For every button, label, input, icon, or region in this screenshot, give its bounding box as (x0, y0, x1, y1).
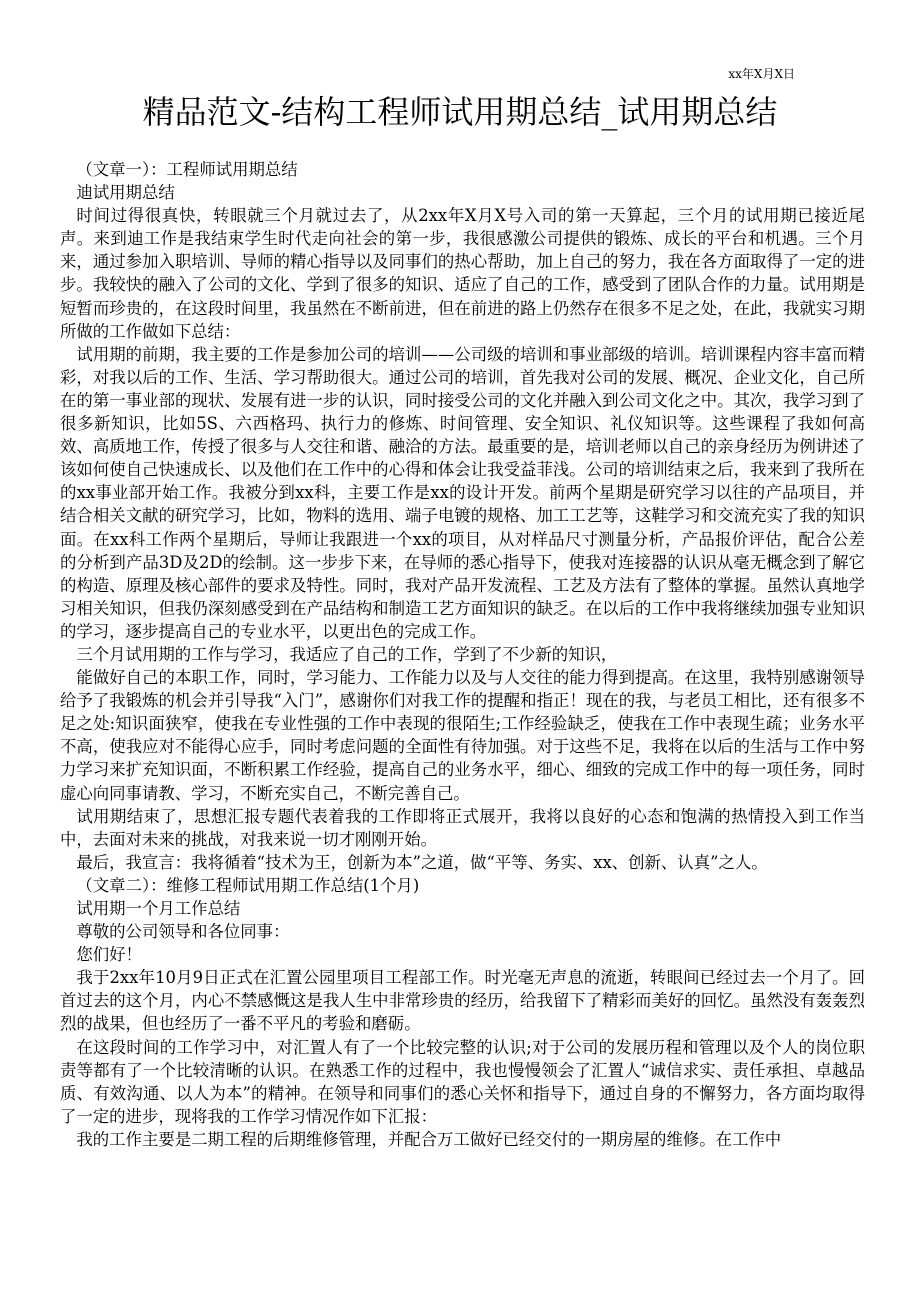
paragraph: 时间过得很真快，转眼就三个月就过去了，从2xx年X月X号入司的第一天算起，三个月的试用期已接近尾声。来到迪工作是我结束学生时代走向社会的第一步，我很感激公司提供的锻炼、成长的平台和机遇。三个月来，通过参加入职培训、导师的精心指导以及同事们的热心帮助，加上自己的努力，我在各方面取得了一定的进步。我较快的融入了公司的文化、学到了很多的知识、适应了自己的工作，感受到了团队合作的力量。试用期是短暂而珍贵的，在这段时间里，我虽然在不断前进，但在前进的路上仍然存在很多不足之处，在此，我就实习期所做的工作做如下总结： (60, 206, 865, 341)
paragraph: 我于2xx年10月9日正式在汇置公园里项目工程部工作。时光毫无声息的流逝，转眼间已经过去一个月了。回首过去的这个月，内心不禁感慨这是我人生中非常珍贵的经历，给我留下了精彩而美好的回忆。虽然没有轰轰烈烈的战果，但也经历了一番不平凡的考验和磨砺。 (60, 968, 865, 1034)
paragraph: 在这段时间的工作学习中，对汇置人有了一个比较完整的认识;对于公司的发展历程和管理以及个人的岗位职责等都有了一个比较清晰的认识。在熟悉工作的过程中，我也慢慢领会了汇置人“诚信求实、责任承担、卓越品质、有效沟通、以人为本”的精神。在领导和同事们的悉心关怀和指导下，通过自身的不懈努力，各方面均取得了一定的进步，现将我的工作学习情况作如下汇报： (60, 1037, 865, 1126)
paragraph: 能做好自己的本职工作，同时，学习能力、工作能力以及与人交往的能力得到提高。在这里，我特别感谢领导给予了我锻炼的机会并引导我“入门”，感谢你们对我工作的提醒和指正！现在的我，与老员工相比，还有很多不足之处:知识面狭窄，使我在专业性强的工作中表现的很陌生;工作经验缺乏，使我在工作中表现生疏；业务水平不高，使我应对不能得心应手，同时考虑问题的全面性有待加强。对于这些不足，我将在以后的生活与工作中努力学习来扩充知识面，不断积累工作经验，提高自己的业务水平，细心、细致的完成工作中的每一项任务，同时虚心向同事请教、学习，不断充实自己，不断完善自己。 (60, 668, 865, 803)
paragraph: 试用期的前期，我主要的工作是参加公司的培训——公司级的培训和事业部级的培训。培训课程内容丰富而精彩，对我以后的工作、生活、学习帮助很大。通过公司的培训，首先我对公司的发展、概况、企业文化，自己所在的第一事业部的现状、发展有进一步的认识，同时接受公司的文化并融入到公司文化之中。其次，我学习到了很多新知识，比如5S、六西格玛、执行力的修炼、时间管理、安全知识、礼仪知识等。这些课程了我如何高效、高质地工作，传授了很多与人交往和谐、融洽的方法。最重要的是，培训老师以自己的亲身经历为例讲述了该如何使自己快速成长、以及他们在工作中的心得和体会让我受益菲浅。公司的培训结束之后，我来到了我所在的xx事业部开始工作。我被分到xx科，主要工作是xx的设计开发。前两个星期是研究学习以往的产品项目，并结合相关文献的研究学习，比如，物料的选用、端子电镀的规格、加工工艺等，这鞋学习和交流充实了我的知识面。在xx科工作两个星期后，导师让我跟进一个xx的项目，从对样品尺寸测量分析，产品报价评估，配合公差的分析到产品3D及2D的绘制。这一步步下来，在导师的悉心指导下，使我对连接器的认识从毫无概念到了解它的构造、原理及核心部件的要求及特性。同时，我对产品开发流程、工艺及方法有了整体的掌握。虽然认真地学习相关知识，但我仍深刻感受到在产品结构和制造工艺方面知识的缺乏。在以后的工作中我将继续加强专业知识的学习，逐步提高自己的专业水平，以更出色的完成工作。 (60, 344, 865, 641)
paragraph: 我的工作主要是二期工程的后期维修管理，并配合万工做好已经交付的一期房屋的维修。在工作中 (76, 1129, 782, 1149)
paragraph: 试用期结束了，思想汇报专题代表着我的工作即将正式展开，我将以良好的心态和饱满的热情投入到工作当中，去面对未来的挑战，对我来说一切才刚刚开始。 (60, 806, 865, 849)
document-title: 精品范文-结构工程师试用期总结_试用期总结 (142, 93, 778, 131)
subheading: 迪试用期总结 (76, 183, 175, 203)
paragraph: 三个月试用期的工作与学习，我适应了自己的工作，学到了不少新的知识， (76, 644, 618, 664)
document-body (60, 158, 865, 1151)
section-heading-article-two: （文章二）：维修工程师试用期工作总结(1个月) (76, 875, 420, 895)
subheading: 试用期一个月工作总结 (76, 899, 241, 918)
document-date: xx年X月X日 (728, 67, 795, 81)
section-heading-article-one: （文章一）：工程师试用期总结 (76, 160, 298, 179)
paragraph: 最后，我宣言：我将循着“技术为王，创新为本”之道，做“平等、务实、xx、创新、认真”之人。 (76, 852, 768, 872)
salutation: 尊敬的公司领导和各位同事： (76, 922, 290, 942)
greeting: 您们好！ (76, 945, 142, 965)
